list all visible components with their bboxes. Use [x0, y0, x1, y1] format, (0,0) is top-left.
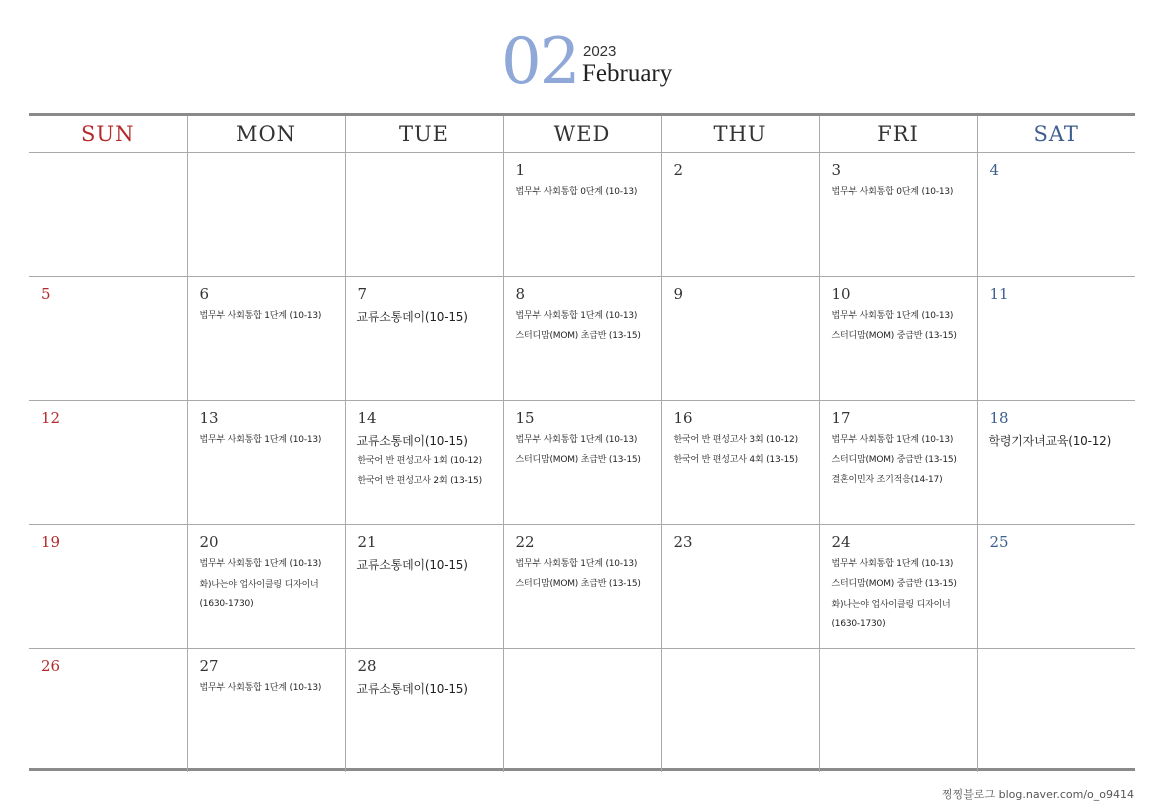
day-cell[interactable] — [345, 649, 503, 773]
day-cell[interactable] — [345, 153, 503, 277]
day-cell[interactable] — [29, 153, 187, 277]
day-cell[interactable] — [187, 277, 345, 401]
month-name: February — [582, 60, 673, 87]
day-number: 5 — [41, 285, 51, 303]
day-cell[interactable] — [187, 153, 345, 277]
event-item[interactable]: 법무부 사회통합 1단계 (10-13) — [199, 559, 322, 569]
day-number — [990, 657, 1136, 677]
day-cell[interactable] — [977, 525, 1135, 649]
day-number — [200, 161, 345, 181]
year-label: 2023 — [583, 43, 617, 60]
day-cell[interactable] — [345, 277, 503, 401]
day-cell[interactable] — [345, 401, 503, 525]
day-cell[interactable] — [977, 401, 1135, 525]
day-cell[interactable] — [187, 649, 345, 773]
day-cell[interactable] — [819, 153, 977, 277]
day-number: 19 — [41, 533, 61, 551]
day-cell[interactable] — [29, 277, 187, 401]
event-item[interactable]: 교류소통데이(10-15) — [356, 434, 468, 448]
day-number — [516, 657, 661, 677]
calendar-body — [29, 153, 1135, 773]
weekday-fri: FRI — [819, 116, 977, 153]
event-item[interactable]: 교류소통데이(10-15) — [356, 558, 468, 572]
day-number: 28 — [357, 657, 377, 675]
day-cell[interactable] — [29, 525, 187, 649]
day-number — [41, 161, 187, 181]
day-number: 16 — [673, 409, 693, 427]
day-cell[interactable] — [661, 401, 819, 525]
event-item[interactable]: 스터디맘(MOM) 초급반 (13-15) — [515, 579, 641, 589]
day-cell[interactable] — [819, 401, 977, 525]
week-row — [29, 401, 1135, 525]
week-row — [29, 649, 1135, 773]
day-number: 11 — [989, 285, 1009, 303]
day-number: 24 — [831, 533, 851, 551]
day-cell[interactable] — [661, 525, 819, 649]
event-item[interactable]: 한국어 반 편성고사 1회 (10-12) — [357, 456, 482, 466]
day-cell[interactable] — [503, 649, 661, 773]
day-number: 9 — [673, 285, 684, 303]
event-item[interactable]: 법무부 사회통합 1단계 (10-13) — [199, 435, 322, 445]
event-item[interactable]: 한국어 반 편성고사 4회 (13-15) — [673, 455, 798, 465]
month-number: 02 — [501, 25, 579, 99]
day-cell[interactable] — [977, 277, 1135, 401]
day-cell[interactable] — [661, 649, 819, 773]
day-cell[interactable] — [187, 525, 345, 649]
day-cell[interactable] — [503, 153, 661, 277]
event-item[interactable]: 법무부 사회통합 1단계 (10-13) — [515, 559, 638, 569]
day-number: 20 — [199, 533, 219, 551]
day-number: 1 — [515, 161, 526, 179]
day-number: 13 — [199, 409, 219, 427]
calendar-grid — [29, 113, 1135, 771]
day-number: 23 — [673, 533, 693, 551]
day-cell[interactable] — [29, 649, 187, 773]
day-cell[interactable] — [819, 649, 977, 773]
weekday-tue: TUE — [345, 116, 503, 153]
event-item[interactable]: 법무부 사회통합 1단계 (10-13) — [831, 559, 954, 569]
event-item[interactable]: 화)나는야 업사이클링 디자이너 (1630-1730) — [199, 580, 319, 609]
weekday-sun: SUN — [29, 116, 187, 153]
day-number: 25 — [989, 533, 1009, 551]
day-number: 15 — [515, 409, 535, 427]
day-number — [832, 657, 977, 677]
day-number: 7 — [357, 285, 368, 303]
day-cell[interactable] — [977, 153, 1135, 277]
week-row — [29, 153, 1135, 277]
day-number: 17 — [831, 409, 851, 427]
event-item[interactable]: 법무부 사회통합 0단계 (10-13) — [515, 187, 638, 197]
day-cell[interactable] — [661, 277, 819, 401]
week-row — [29, 525, 1135, 649]
day-number: 4 — [989, 161, 1000, 179]
day-cell[interactable] — [503, 525, 661, 649]
day-cell[interactable] — [819, 525, 977, 649]
day-cell[interactable] — [977, 649, 1135, 773]
weekday-header-row — [29, 116, 1135, 153]
day-number: 18 — [989, 409, 1009, 427]
day-cell[interactable] — [29, 401, 187, 525]
day-number: 14 — [357, 409, 377, 427]
event-item[interactable]: 스터디맘(MOM) 중급반 (13-15) — [831, 579, 957, 589]
weekday-thu: THU — [661, 116, 819, 153]
day-cell[interactable] — [187, 401, 345, 525]
event-item[interactable]: 교류소통데이(10-15) — [356, 310, 468, 324]
day-cell[interactable] — [345, 525, 503, 649]
event-item[interactable]: 법무부 사회통합 1단계 (10-13) — [831, 311, 954, 321]
day-number — [358, 161, 503, 181]
event-item[interactable]: 법무부 사회통합 1단계 (10-13) — [199, 311, 322, 321]
weekday-wed: WED — [503, 116, 661, 153]
event-item[interactable]: 법무부 사회통합 1단계 (10-13) — [199, 683, 322, 693]
day-number: 12 — [41, 409, 61, 427]
event-item[interactable]: 스터디맘(MOM) 중급반 (13-15) — [831, 331, 957, 341]
event-item[interactable]: 법무부 사회통합 1단계 (10-13) — [831, 435, 954, 445]
event-item[interactable]: 스터디맘(MOM) 초급반 (13-15) — [515, 331, 641, 341]
day-number: 22 — [515, 533, 535, 551]
calendar-table — [29, 116, 1135, 772]
week-row — [29, 277, 1135, 401]
event-item[interactable]: 교류소통데이(10-15) — [356, 682, 468, 696]
day-number: 3 — [831, 161, 842, 179]
day-number — [674, 657, 819, 677]
event-item[interactable]: 스터디맘(MOM) 초급반 (13-15) — [515, 455, 641, 465]
event-item[interactable]: 한국어 반 편성고사 2회 (13-15) — [357, 476, 482, 486]
event-item[interactable]: 화)나는야 업사이클링 디자이너 (1630-1730) — [831, 600, 951, 629]
day-number: 8 — [515, 285, 526, 303]
day-number: 10 — [831, 285, 851, 303]
weekday-sat: SAT — [977, 116, 1135, 153]
day-number: 27 — [199, 657, 219, 675]
day-number: 26 — [41, 657, 61, 675]
event-item[interactable]: 학령기자녀교육(10-12) — [988, 434, 1112, 448]
day-cell[interactable] — [661, 153, 819, 277]
day-number: 21 — [357, 533, 377, 551]
calendar-header — [0, 0, 1162, 112]
event-item[interactable]: 한국어 반 편성고사 3회 (10-12) — [673, 435, 798, 445]
day-cell[interactable] — [503, 401, 661, 525]
footer-credit: 찡찡블로그 blog.naver.com/o_o9414 — [941, 788, 1134, 801]
day-cell[interactable] — [819, 277, 977, 401]
day-cell[interactable] — [503, 277, 661, 401]
event-item[interactable]: 법무부 사회통합 0단계 (10-13) — [831, 187, 954, 197]
weekday-mon: MON — [187, 116, 345, 153]
event-item[interactable]: 결혼이민자 조기적응(14-17) — [831, 475, 943, 485]
day-number: 2 — [673, 161, 684, 179]
event-item[interactable]: 법무부 사회통합 1단계 (10-13) — [515, 311, 638, 321]
event-item[interactable]: 스터디맘(MOM) 중급반 (13-15) — [831, 455, 957, 465]
day-number: 6 — [199, 285, 210, 303]
event-item[interactable]: 법무부 사회통합 1단계 (10-13) — [515, 435, 638, 445]
